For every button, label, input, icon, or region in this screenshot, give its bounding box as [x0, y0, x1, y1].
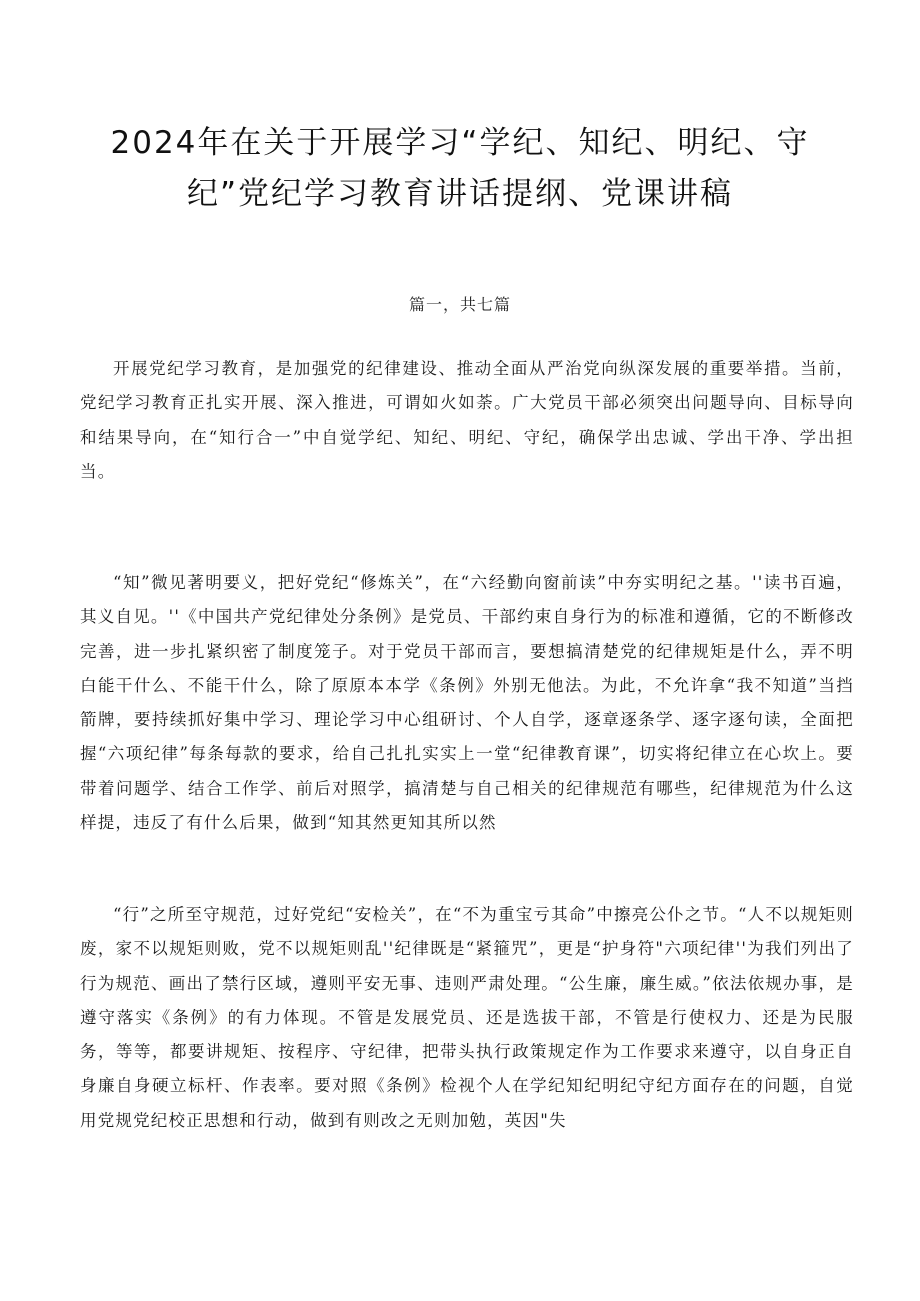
paragraph-1: 开展党纪学习教育，是加强党的纪律建设、推动全面从严治党向纵深发展的重要举措。当前，党纪学习教育正扎实开展、深入推进，可谓如火如荼。广大党员干部必须突出问题导向、目标导向和结果导向，在“知行合一”中自觉学纪、知纪、明纪、守纪，确保学出忠诚、学出干净、学出担当。	[80, 359, 854, 481]
section-heading: 篇一，共七篇	[408, 295, 511, 314]
paragraph-2: “知”微见著明要义，把好党纪“修炼关”，在“六经勤向窗前读”中夯实明纪之基。''读书百遍，其义自见。''《中国共产党纪律处分条例》是党员、干部约束自身行为的标准和遵循，它的不断修改完善，进一步扎紧织密了制度笼子。对于党员干部而言，要想搞清楚党的纪律规矩是什么，弄不明白能干什么、不能干什么，除了原原本本学《条例》外别无他法。为此，不允许拿“我不知道”当挡箭牌，要持续抓好集中学习、理论学习中心组研讨、个人自学，逐章逐条学、逐字逐句读，全面把握“六项纪律”每条每款的要求，给自己扎扎实实上一堂“纪律教育课”，切实将纪律立在心坎上。要带着问题学、结合工作学、前后对照学，搞清楚与自己相关的纪律规范有哪些，纪律规范为什么这样提，违反了有什么后果，做到“知其然更知其所以然	[80, 573, 854, 833]
paragraph-3: “行”之所至守规范，过好党纪“安检关”，在“不为重宝亏其命”中擦亮公仆之节。“人不以规矩则废，家不以规矩则败，党不以规矩则乱''纪律既是“紧箍咒”，更是“护身符"六项纪律''为我们列出了行为规范、画出了禁行区域，遵则平安无事、违则严肃处理。“公生廉，廉生威。”依法依规办事，是遵守落实《条例》的有力体现。不管是发展党员、还是选拔干部，不管是行使权力、还是为民服务，等等，都要讲规矩、按程序、守纪律，把带头执行政策规定作为工作要求来遵守，以自身正自身廉自身硬立标杆、作表率。要对照《条例》检视个人在学纪知纪明纪守纪方面存在的问题，自觉用党规党纪校正思想和行动，做到有则改之无则加勉，英因"失	[80, 905, 854, 1130]
document-title: 2024年在关于开展学习“学纪、知纪、明纪、守纪”党纪学习教育讲话提纲、党课讲稿	[110, 125, 810, 212]
